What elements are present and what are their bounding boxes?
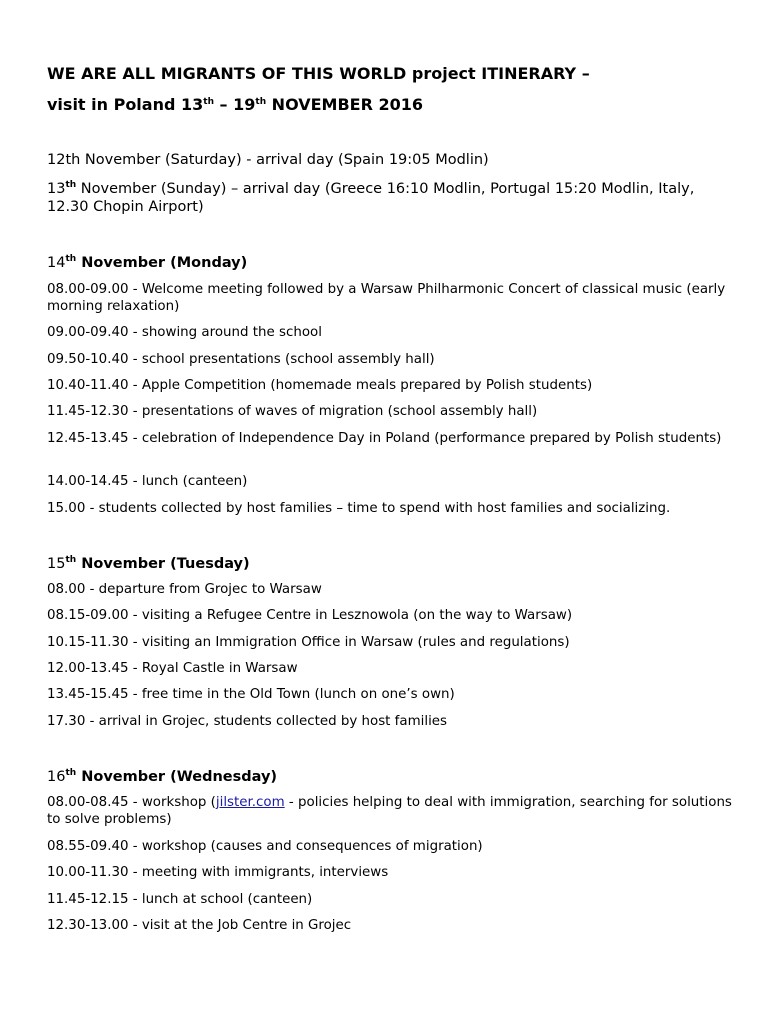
list-item: 12.30-13.00 - visit at the Job Centre in Grojec	[47, 918, 352, 933]
list-item: 15.00 - students collected by host families – time to spend with host families and socializing.	[47, 501, 671, 516]
list-item: 12.00-13.45 - Royal Castle in Warsaw	[47, 661, 298, 676]
list-item: 10.40-11.40 - Apple Competition (homemade meals prepared by Polish students)	[47, 378, 593, 393]
list-item: 08.00-09.00 - Welcome meeting followed by a Warsaw Philharmonic Concert of classical music (early morning relaxation)	[47, 282, 726, 314]
day-heading-16: 16th November (Wednesday)	[47, 768, 278, 785]
list-item: 17.30 - arrival in Grojec, students collected by host families	[47, 714, 448, 729]
list-item: 08.55-09.40 - workshop (causes and consequences of migration)	[47, 839, 483, 854]
document-title-line-1: WE ARE ALL MIGRANTS OF THIS WORLD project ITINERARY –	[47, 64, 590, 83]
list-item: 10.00-11.30 - meeting with immigrants, interviews	[47, 865, 389, 880]
document-title-line-2: visit in Poland 13th – 19th NOVEMBER 2016	[47, 95, 424, 114]
list-item: 12.45-13.45 - celebration of Independence Day in Poland (performance prepared by Polish students)	[47, 431, 722, 446]
list-item: 08.15-09.00 - visiting a Refugee Centre in Lesznowola (on the way to Warsaw)	[47, 608, 573, 623]
list-item: 10.15-11.30 - visiting an Immigration Office in Warsaw (rules and regulations)	[47, 635, 570, 650]
arrival-nov13: 13th November (Sunday) – arrival day (Greece 16:10 Modlin, Portugal 15:20 Modlin, Italy, 12.30 Chopin Airport)	[47, 180, 695, 215]
list-item: 11.45-12.30 - presentations of waves of migration (school assembly hall)	[47, 404, 538, 419]
list-item: 09.50-10.40 - school presentations (school assembly hall)	[47, 352, 435, 367]
jilster-link[interactable]: jilster.com	[215, 795, 285, 810]
day-heading-14: 14th November (Monday)	[47, 254, 248, 271]
list-item: 11.45-12.15 - lunch at school (canteen)	[47, 892, 313, 907]
list-item: 08.00 - departure from Grojec to Warsaw	[47, 582, 322, 597]
list-item: 14.00-14.45 - lunch (canteen)	[47, 474, 248, 489]
day-heading-15: 15th November (Tuesday)	[47, 555, 250, 572]
arrival-nov12: 12th November (Saturday) - arrival day (Spain 19:05 Modlin)	[47, 152, 489, 168]
list-item: 08.00-08.45 - workshop (jilster.com - policies helping to deal with immigration, searching for solutions to solve problems)	[47, 795, 732, 827]
list-item: 09.00-09.40 - showing around the school	[47, 325, 322, 340]
list-item: 13.45-15.45 - free time in the Old Town (lunch on one’s own)	[47, 687, 455, 702]
